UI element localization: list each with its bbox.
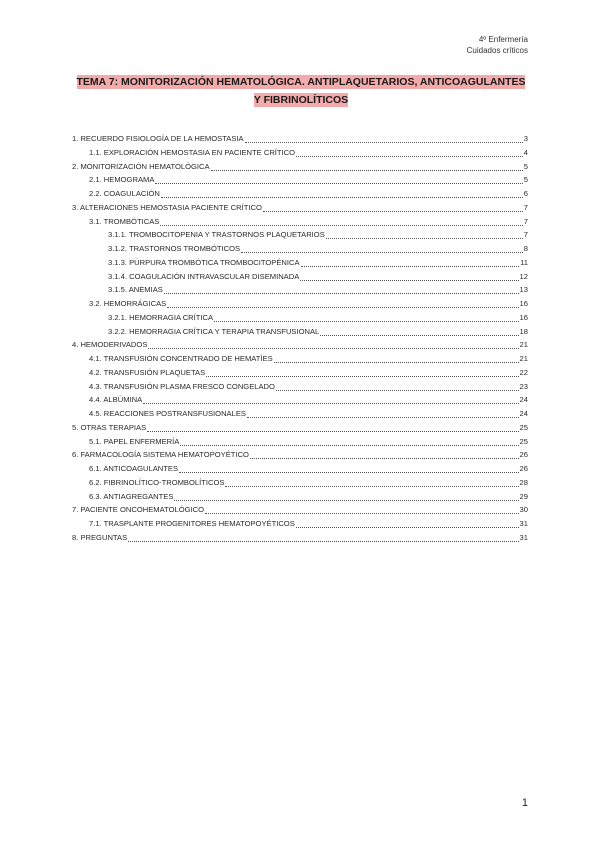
toc-dot-leader [179,463,519,473]
toc-entry-label: 3.1.1. TROMBOCITOPENIA Y TRASTORNOS PLAQUETARIOS [108,230,325,240]
toc-dot-leader [161,188,523,198]
toc-entry-label: 5. OTRAS TERAPIAS [72,422,147,432]
toc-entry[interactable] [72,256,528,270]
toc-dot-leader [164,284,519,294]
toc-dot-leader [160,216,522,226]
toc-dot-leader [250,449,519,459]
toc-entry-page: 26 [519,464,528,473]
toc-dot-leader [174,491,518,501]
header-subject: Cuidados críticos [466,46,528,55]
toc-dot-leader [245,133,523,143]
toc-entry-page: 5 [523,175,528,185]
toc-entry[interactable] [72,283,528,297]
toc-entry-label: 3.1. TROMBÓTICAS [89,216,160,226]
toc-dot-leader [247,408,519,418]
toc-entry-label: 3.2.1. HEMORRAGIA CRÍTICA [108,312,214,322]
toc-entry-label: 6.1. ANTICOAGULANTES [89,464,179,473]
document-title: TEMA 7: MONITORIZACIÓN HEMATOLÓGICA. ANTIPLAQUETARIOS, ANTICOAGULANTES Y FIBRINOLÍTICOS [76,76,526,106]
toc-entry[interactable] [72,160,528,174]
toc-entry[interactable] [72,215,528,229]
toc-dot-leader [180,436,518,446]
toc-entry-label: 3.1.3. PÚRPURA TROMBÓTICA TROMBOCITOPÉNICA [108,257,300,267]
toc-entry-label: 4.3. TRANSFUSIÓN PLASMA FRESCO CONGELADO [89,381,275,391]
toc-entry-page: 25 [519,422,528,432]
toc-entry-label: 1.1. EXPLORACIÓN HEMOSTASIA EN PACIENTE CRÍTICO [89,147,296,157]
header-course: 4º Enfermería [478,35,528,44]
toc-entry[interactable] [72,146,528,160]
toc-entry-label: 6. FARMACOLOGÍA SISTEMA HEMATOPOYÉTICO [72,450,249,460]
toc-entry[interactable] [72,380,528,394]
toc-entry-page: 21 [519,340,528,350]
toc-entry-page: 18 [519,326,528,336]
toc-entry[interactable] [72,297,528,311]
toc-entry-page: 22 [519,367,528,377]
toc-entry[interactable] [72,338,528,352]
toc-entry-page: 6 [523,189,528,198]
page-number: 1 [521,797,528,809]
toc-entry[interactable] [72,448,528,462]
toc-dot-leader [211,161,523,171]
toc-entry-page: 21 [519,354,528,363]
toc-dot-leader [301,257,520,267]
toc-dot-leader [143,394,518,404]
toc-entry[interactable] [72,462,528,476]
toc-entry[interactable] [72,270,528,284]
toc-entry-page: 28 [519,477,528,487]
toc-entry-label: 8. PREGUNTAS [72,532,128,542]
toc-entry-label: 3.1.5. ANEMIAS [108,285,163,295]
toc-entry[interactable] [72,201,528,215]
toc-entry[interactable] [72,366,528,380]
toc-entry-page: 12 [519,271,528,281]
toc-entry[interactable] [72,435,528,449]
toc-entry-page: 7 [523,216,528,226]
toc-entry-page: 24 [519,395,528,405]
toc-entry-label: 4.4. ALBÚMINA [89,395,143,405]
toc-entry[interactable] [72,187,528,201]
toc-entry-page: 16 [519,299,528,308]
toc-dot-leader [276,381,519,391]
document-title-block [72,72,530,108]
toc-dot-leader [274,353,519,363]
toc-entry[interactable] [72,228,528,242]
toc-entry-label: 7.1. TRASPLANTE PROGENITORES HEMATOPOYÉTICOS [89,519,295,528]
page-header [467,34,528,56]
toc-entry[interactable] [72,421,528,435]
toc-entry-page: 8 [523,244,528,253]
toc-entry[interactable] [72,352,528,366]
toc-dot-leader [296,147,523,157]
toc-dot-leader [206,367,518,377]
toc-entry[interactable] [72,476,528,490]
toc-dot-leader [263,202,523,212]
toc-entry-label: 4.2. TRANSFUSIÓN PLAQUETAS [89,367,206,377]
toc-dot-leader [326,229,523,239]
toc-entry-label: 2.2. COAGULACIÓN [89,189,160,198]
toc-entry-page: 7 [523,202,528,212]
toc-entry-page: 5 [523,161,528,171]
toc-entry-page: 16 [519,312,528,322]
toc-dot-leader [205,504,518,514]
toc-entry-page: 25 [519,436,528,446]
toc-entry-page: 31 [519,519,528,528]
toc-dot-leader [147,422,518,432]
toc-entry[interactable] [72,407,528,421]
toc-entry[interactable] [72,325,528,339]
toc-dot-leader [241,243,523,253]
toc-entry-page: 13 [519,285,528,295]
toc-entry[interactable] [72,517,528,531]
table-of-contents [72,132,528,545]
toc-dot-leader [225,477,518,487]
toc-entry[interactable] [72,132,528,146]
toc-entry-label: 6.2. FIBRINOLÍTICO-TROMBOLÍTICOS [89,477,225,487]
toc-entry[interactable] [72,490,528,504]
toc-entry-label: 3. ALTERACIONES HEMOSTASIA PACIENTE CRÍTICO [72,202,262,212]
toc-entry-page: 4 [523,147,528,157]
toc-entry-page: 30 [519,505,528,515]
toc-dot-leader [128,532,518,542]
toc-entry-label: 5.1. PAPEL ENFERMERÍA [89,436,180,446]
toc-dot-leader [300,271,518,281]
toc-entry[interactable] [72,173,528,187]
toc-dot-leader [155,174,522,184]
toc-entry-label: 4.5. REACCIONES POSTRANSFUSIONALES [89,409,246,418]
toc-entry-page: 7 [523,230,528,240]
toc-dot-leader [296,518,519,528]
toc-entry-label: 3.1.4. COAGULACIÓN INTRAVASCULAR DISEMINADA [108,271,300,281]
toc-entry[interactable] [72,242,528,256]
toc-dot-leader [167,298,518,308]
toc-entry-page: 23 [519,381,528,391]
toc-entry-page: 31 [519,532,528,542]
toc-entry[interactable] [72,311,528,325]
toc-entry[interactable] [72,393,528,407]
toc-entry[interactable] [72,531,528,545]
toc-entry[interactable] [72,503,528,517]
toc-entry-label: 6.3. ANTIAGREGANTES [89,491,174,501]
toc-entry-label: 4.1. TRANSFUSIÓN CONCENTRADO DE HEMATÍES [89,354,273,363]
toc-entry-label: 2. MONITORIZACIÓN HEMATOLÓGICA [72,161,210,171]
toc-entry-page: 29 [519,491,528,501]
toc-dot-leader [214,312,518,322]
toc-dot-leader [148,339,518,349]
toc-entry-label: 4. HEMODERIVADOS [72,340,148,350]
toc-entry-page: 3 [523,134,528,143]
toc-dot-leader [320,326,518,336]
toc-entry-page: 26 [519,450,528,460]
toc-entry-label: 3.2. HEMORRÁGICAS [89,299,167,308]
toc-entry-page: 24 [519,409,528,418]
toc-entry-label: 2.1. HEMOGRAMA [89,175,155,185]
toc-entry-label: 3.1.2. TRASTORNOS TROMBÓTICOS [108,244,241,253]
toc-entry-page: 11 [520,257,528,267]
toc-entry-label: 7. PACIENTE ONCOHEMATOLÓGICO [72,505,205,515]
toc-entry-label: 1. RECUERDO FISIOLOGÍA DE LA HEMOSTASIA [72,134,244,143]
toc-entry-label: 3.2.2. HEMORRAGIA CRÍTICA Y TERAPIA TRANSFUSIONAL [108,326,320,336]
